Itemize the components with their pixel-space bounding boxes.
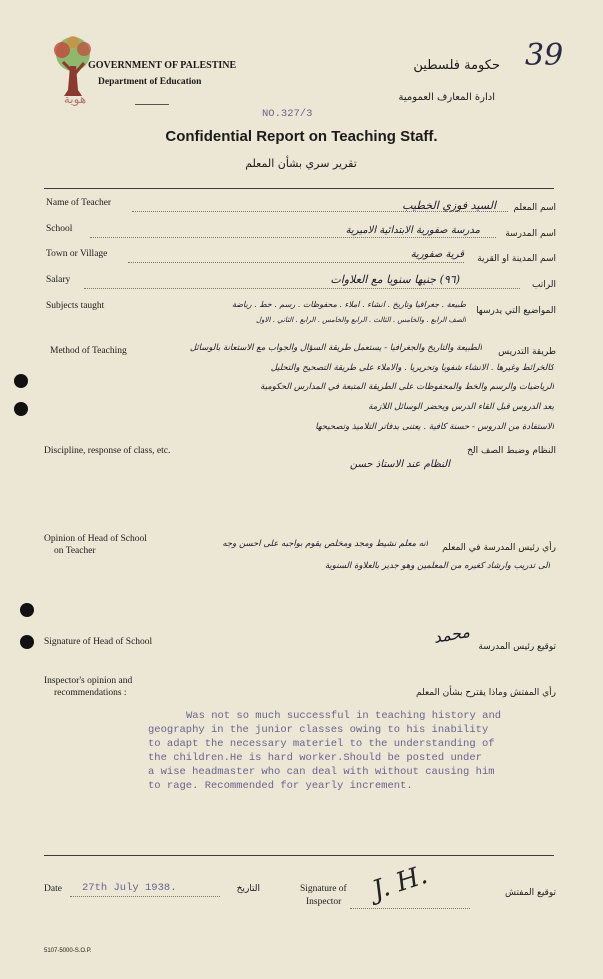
method-label-ar: طريقة التدريس [498, 347, 556, 357]
head-signature: محمد [431, 621, 472, 647]
subjects-value-1: طبيعة . جغرافيا وتاريخ . انشاء . املاء . محفوظات . رسم . خط . رياضة [231, 300, 466, 309]
inspector-typed-3: to adapt the necessary materiel to the understanding of [148, 738, 495, 750]
salary-label-ar: الراتب [531, 280, 556, 290]
inspector-label-ar: رأي المفتش وماذا يقترح بشأن المعلم [416, 688, 556, 698]
salary-label: Salary [46, 275, 71, 285]
punch-hole [14, 402, 28, 416]
town-value: قرية صفورية [410, 249, 464, 260]
head-opinion-label-2: on Teacher [54, 546, 96, 556]
subjects-label: Subjects taught [46, 301, 105, 311]
file-number: NO.327/3 [262, 108, 313, 120]
method-line-4: يعد الدروس قبل القاء الدرس ويحضر الوسائل اللازمة [368, 402, 554, 412]
inspector-typed-6: to rage. Recommended for yearly increment. [148, 780, 413, 792]
punch-hole [20, 635, 34, 649]
bottom-rule [44, 855, 554, 856]
salary-value: (٩٦) جنيها سنويا مع العلاوات [330, 273, 460, 286]
head-opinion-line-2: الى تدريب وارشاد كغيره من المعلمين وهو جدير بالعلاوة السنوية [324, 561, 550, 571]
town-label: Town or Village [46, 249, 108, 259]
inspector-signature-dots [350, 908, 470, 909]
method-line-5: الاستفادة من الدروس - حسنة كافية . يعتنى بدفاتر التلاميذ وتصحيحها [315, 422, 554, 432]
government-title-en: GOVERNMENT OF PALESTINE [88, 60, 237, 71]
form-code: 5107-5000-S.O.P. [44, 948, 92, 954]
inspector-typed-4: the children.He is hard worker.Should be posted under [148, 752, 482, 764]
date-label-ar: التاريخ [236, 884, 260, 894]
subjects-label-ar: المواضيع التي يدرسها [476, 306, 556, 316]
method-line-1: الطبيعة والتاريخ والجغرافيا - يستعمل طريقة السؤال والجواب مع الاستعانة بالوسائل [189, 343, 482, 353]
head-signature-label: Signature of Head of School [44, 637, 153, 647]
discipline-label-ar: النظام وضبط الصف الخ [467, 446, 556, 456]
inspector-signature-label-1: Signature of [300, 884, 347, 894]
inspector-typed-2: geography in the junior classes owing to his inability [148, 724, 489, 736]
school-label: School [46, 224, 73, 234]
town-label-ar: اسم المدينة او القرية [477, 254, 556, 264]
punch-hole [14, 374, 28, 388]
department-title-en: Department of Education [98, 77, 202, 87]
name-label: Name of Teacher [46, 198, 112, 208]
school-label-ar: اسم المدرسة [505, 229, 556, 239]
town-dots [128, 262, 464, 263]
discipline-value: النظام عند الاستاذ حسن [349, 459, 450, 470]
salary-dots [84, 288, 520, 289]
punch-hole [20, 603, 34, 617]
inspector-signature-label-2: Inspector [306, 897, 342, 907]
method-label: Method of Teaching [50, 346, 127, 356]
method-line-3: الرياضيات والرسم والخط والمحفوظات على الطريقة المتبعة في المدارس الحكومية [260, 382, 554, 392]
head-opinion-line-1: انه معلم نشيط ومجد ومخلص يقوم بواجبه على احسن وجه [222, 539, 428, 549]
department-title-ar: ادارة المعارف العمومية [398, 92, 495, 103]
government-title-ar: حكومة فلسطين [413, 58, 500, 73]
inspector-typed-5: a wise headmaster who can deal with without causing him [148, 766, 495, 778]
school-value: مدرسة صفورية الابتدائية الاميرية [345, 225, 480, 236]
method-line-2: كالخرائط وغيرها . الانشاء شفويا وتحريريا . والاملاء على طريقة التصحيح والتحليل [270, 363, 554, 373]
school-dots [90, 237, 496, 238]
top-rule [44, 188, 554, 189]
report-title: Confidential Report on Teaching Staff. [165, 128, 438, 145]
logo-text: هوية [63, 92, 87, 106]
inspector-typed-1: Was not so much successful in teaching history and [186, 710, 502, 722]
head-signature-label-ar: توقيع رئيس المدرسة [478, 642, 556, 652]
discipline-label: Discipline, response of class, etc. [44, 446, 171, 456]
date-label: Date [44, 884, 62, 894]
head-opinion-label-ar: رأي رئيس المدرسة في المعلم [442, 543, 556, 553]
date-dots [70, 896, 220, 897]
inspector-signature: J. H. [368, 860, 432, 906]
report-title-ar: تقرير سري بشأن المعلم [245, 157, 357, 170]
head-opinion-label-1: Opinion of Head of School [44, 534, 147, 544]
date-value: 27th July 1938. [82, 882, 177, 894]
subjects-value-2: الصف الرابع . والخامس . الثالث . الرابع والخامس . الرابع . الثاني . الاول [256, 316, 466, 324]
inspector-label-1: Inspector's opinion and [44, 676, 133, 686]
page-number: 39 [525, 38, 564, 73]
name-value: السيد فوزي الخطيب [402, 199, 496, 212]
header-divider [135, 104, 169, 105]
inspector-label-2: recommendations : [54, 688, 127, 698]
name-label-ar: اسم المعلم [513, 203, 556, 213]
inspector-signature-label-ar: توقيع المفتش [504, 888, 556, 898]
